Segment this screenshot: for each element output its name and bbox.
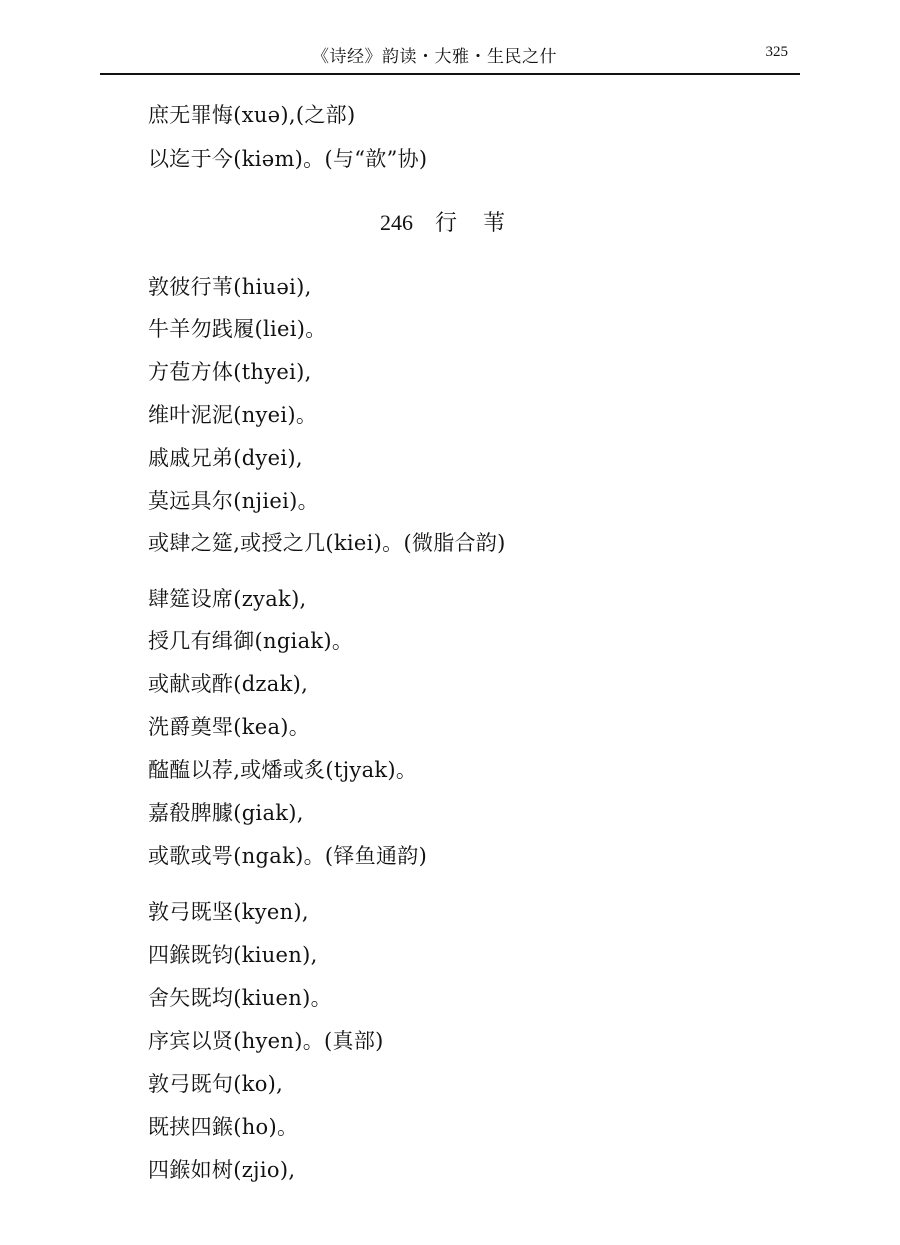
verse-line: 舍矢既均(kiuen)。 [148,986,332,1010]
section-number: 246 [380,210,413,235]
page-number: 325 [765,44,788,60]
verse-line: 敦彼行苇(hiuəi), [148,275,312,299]
verse-line: 庶无罪悔(xuə),(之部) [148,103,356,127]
verse-line: 或歌或咢(ngak)。(铎鱼通韵) [148,844,428,868]
running-header [100,42,800,70]
verse-line: 敦弓既坚(kyen), [148,900,309,924]
running-title: 《诗经》韵读・大雅・生民之什 [312,47,557,67]
verse-line: 授几有缉御(ngiak)。 [148,629,354,653]
verse-line: 嘉殽脾臄(giak), [148,801,304,825]
section-name: 行苇 [435,211,532,236]
verse-line: 牛羊勿践履(liei)。 [148,317,327,341]
verse-line: 四鍭如树(zjio), [148,1158,296,1182]
section-title [380,208,531,239]
verse-line: 肆筵设席(zyak), [148,587,307,611]
verse-line: 序宾以贤(hyen)。(真部) [148,1029,384,1053]
verse-line: 或献或酢(dzak), [148,672,309,696]
header-rule [100,73,800,75]
verse-line: 方苞方体(thyei), [148,360,312,384]
verse-line: 维叶泥泥(nyei)。 [148,403,318,427]
verse-line: 或肆之筵,或授之几(kiei)。(微脂合韵) [148,531,506,555]
verse-line: 戚戚兄弟(dyei), [148,446,303,470]
verse-line: 莫远具尔(njiei)。 [148,489,319,513]
verse-line: 醓醢以荐,或燔或炙(tjyak)。 [148,758,418,782]
verse-line: 以迄于今(kiəm)。(与“歆”协) [148,147,428,171]
verse-line: 四鍭既钧(kiuen), [148,943,318,967]
verse-line: 洗爵奠斝(kea)。 [148,715,311,739]
verse-line: 既挟四鍭(ho)。 [148,1115,299,1139]
verse-line: 敦弓既句(ko), [148,1072,284,1096]
